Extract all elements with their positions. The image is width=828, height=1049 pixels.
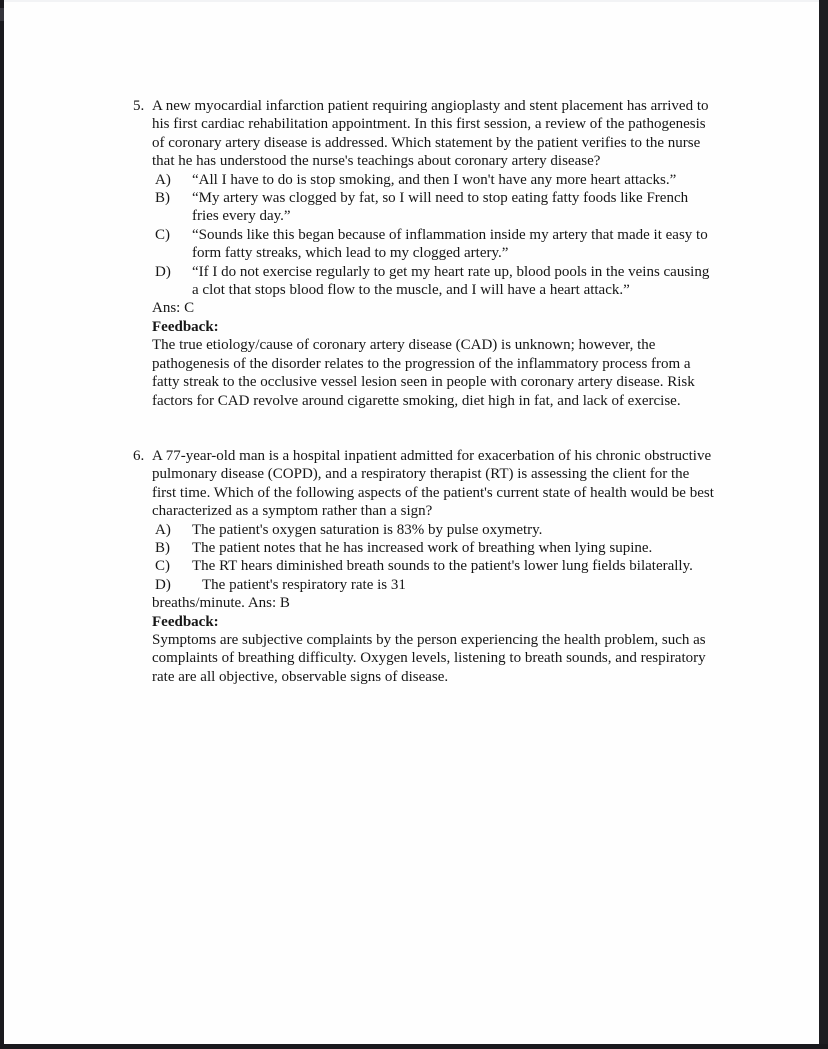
left-chrome-edge (0, 0, 4, 1049)
option-row-a (152, 171, 717, 189)
option-text: “My artery was clogged by fat, so I will need to stop eating fatty foods like French fries every day.” (192, 190, 689, 225)
feedback-label: Feedback: (152, 318, 219, 335)
option-letter: B) (155, 190, 170, 207)
option-row-b (152, 189, 717, 226)
option-letter: A) (155, 521, 171, 538)
question-block-5 (133, 97, 718, 410)
option-letter: B) (155, 539, 170, 556)
option-letter: C) (155, 558, 170, 575)
question-stem: A 77-year-old man is a hospital inpatient admitted for exacerbation of his chronic obstructive pulmonary disease (COPD), and a respiratory therapist (RT) is assessing the client for the first time. Which of the following aspects of the patient's current state of health would be best characterized as a symptom rather than a sign? (152, 447, 714, 520)
answer-line: Ans: C (152, 300, 195, 317)
option-text: The RT hears diminished breath sounds to the patient's lower lung fields bilaterally. (192, 558, 693, 575)
option-text: “If I do not exercise regularly to get my heart rate up, blood pools in the veins causing a clot that stops blood flow to the muscle, and I will have a heart attack.” (192, 263, 710, 299)
question-number: 6. (133, 447, 145, 464)
option-text: The patient's oxygen saturation is 83% by pulse oxymetry. (192, 521, 543, 538)
left-scrollbar-thumb[interactable] (0, 8, 4, 21)
top-edge-highlight (4, 0, 819, 2)
option-text: The patient's respiratory rate is 31 (202, 576, 406, 593)
option-text: The patient notes that he has increased work of breathing when lying supine. (192, 539, 653, 556)
feedback-text: Symptoms are subjective complaints by the person experiencing the health problem, such as complaints of breathing difficulty. Oxygen levels, listening to breath sounds, and respiratory rate are all objective, observable signs of disease. (152, 631, 706, 685)
bottom-chrome-bar (0, 1044, 828, 1049)
option-row-c (152, 557, 717, 575)
right-chrome-edge (819, 0, 828, 1049)
option-letter: A) (155, 171, 171, 188)
option-row-b (152, 539, 717, 557)
option-letter: D) (155, 263, 171, 280)
option-letter: C) (155, 226, 170, 243)
question-body (152, 447, 717, 686)
option-row-d (152, 263, 717, 300)
option-row-a (152, 521, 717, 539)
feedback-label: Feedback: (152, 613, 219, 630)
option-row-d (152, 576, 717, 594)
option-text: “Sounds like this began because of inflammation inside my artery that made it easy to form fatty streaks, which lead to my clogged artery.” (192, 226, 708, 262)
option-text: “All I have to do is stop smoking, and then I won't have any more heart attacks.” (192, 171, 677, 188)
question-stem: A new myocardial infarction patient requiring angioplasty and stent placement has arrived to his first cardiac rehabilitation appointment. In this first session, a review of the pathogenesis of coronary artery disease is addressed. Which statement by the patient verifies to the nurse that he has understood the nurse's teachings about coronary artery disease? (152, 98, 709, 170)
option-row-c (152, 226, 717, 263)
question-number: 5. (133, 98, 145, 114)
question-block-6 (133, 447, 718, 686)
option-letter: D) (155, 576, 171, 593)
document-page (133, 97, 718, 686)
question-body (152, 97, 717, 410)
feedback-text: The true etiology/cause of coronary artery disease (CAD) is unknown; however, the pathogenesis of the disorder relates to the progression of the inflammatory process from a fatty streak to the occlusive vessel lesion seen in people with coronary artery disease. Risk factors for CAD revolve around cigarette smoking, diet high in fat, and lack of exercise. (152, 337, 695, 409)
answer-line: breaths/minute. Ans: B (152, 595, 290, 612)
